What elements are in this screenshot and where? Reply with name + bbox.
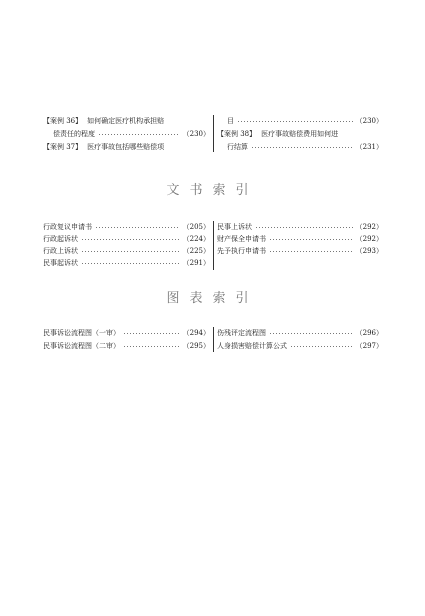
index-label: 行政复议申请书 xyxy=(43,222,92,231)
chart-index-item[interactable] xyxy=(43,328,210,338)
case-title: 医疗事故包括哪些赔偿项 xyxy=(87,142,165,151)
chart-index-item[interactable] xyxy=(43,341,210,351)
dot-leader xyxy=(123,346,180,347)
dot-leader xyxy=(269,251,353,252)
case-title: 偿责任的程度 xyxy=(53,129,95,138)
case-37-line2[interactable] xyxy=(217,116,383,126)
dot-leader xyxy=(81,239,180,240)
page-number: （295） xyxy=(182,341,210,350)
page-number: （205） xyxy=(182,222,210,231)
page-number: （225） xyxy=(182,246,210,255)
dot-leader xyxy=(237,121,353,122)
case-title: 行结算 xyxy=(227,142,248,151)
doc-index-item[interactable] xyxy=(43,258,210,268)
index-label: 民事诉讼流程图（二审） xyxy=(43,341,120,350)
index-label: 财产保全申请书 xyxy=(217,234,266,243)
case-tag: 【案例 36】 xyxy=(43,116,83,125)
case-37-line1[interactable] xyxy=(43,142,210,152)
dot-leader xyxy=(81,251,180,252)
page-number: （230） xyxy=(355,116,383,125)
doc-index-item[interactable] xyxy=(43,222,210,232)
page-number: （294） xyxy=(182,328,210,337)
case-title: 目 xyxy=(227,116,234,125)
index-label: 先予执行申请书 xyxy=(217,246,266,255)
case-38-line1[interactable] xyxy=(217,129,383,139)
doc-index-item[interactable] xyxy=(43,246,210,256)
chart-index-left-column xyxy=(43,328,210,352)
column-divider xyxy=(213,327,214,352)
chart-index-title: 图表索引 xyxy=(166,291,259,306)
dot-leader xyxy=(255,227,353,228)
doc-index-item[interactable] xyxy=(217,234,383,244)
chart-index-right-column xyxy=(217,328,383,352)
chart-index-item[interactable] xyxy=(217,328,383,338)
index-label: 民事诉讼流程图（一审） xyxy=(43,328,120,337)
page-number: （231） xyxy=(355,142,383,151)
case-tag: 【案例 38】 xyxy=(217,129,257,138)
case-title: 医疗事故赔偿费用如何进 xyxy=(261,129,339,138)
page-number: （292） xyxy=(355,234,383,243)
dot-leader xyxy=(290,346,353,347)
doc-index-item[interactable] xyxy=(217,246,383,256)
doc-index-item[interactable] xyxy=(43,234,210,244)
case-tag: 【案例 37】 xyxy=(43,142,83,151)
dot-leader xyxy=(123,333,180,334)
column-divider xyxy=(213,221,214,270)
index-label: 民事起诉状 xyxy=(43,258,78,267)
column-divider xyxy=(213,115,214,152)
dot-leader xyxy=(269,239,353,240)
dot-leader xyxy=(251,147,353,148)
index-label: 行政上诉状 xyxy=(43,246,78,255)
case-38-line2[interactable] xyxy=(217,142,383,152)
case-36-line2[interactable] xyxy=(43,129,210,139)
document-index-title: 文书索引 xyxy=(166,183,259,198)
page-number: （296） xyxy=(355,328,383,337)
doc-index-left-column xyxy=(43,222,210,270)
page-number: （297） xyxy=(355,341,383,350)
doc-index-right-column xyxy=(217,222,383,258)
doc-index-item[interactable] xyxy=(217,222,383,232)
dot-leader xyxy=(81,263,180,264)
cases-right-column xyxy=(217,116,383,152)
cases-left-column xyxy=(43,116,210,152)
chart-index-item[interactable] xyxy=(217,341,383,351)
page-number: （224） xyxy=(182,234,210,243)
dot-leader xyxy=(95,227,180,228)
case-title: 如何确定医疗机构承担赔 xyxy=(87,116,165,125)
dot-leader xyxy=(269,333,353,334)
index-label: 伤残评定流程图 xyxy=(217,328,266,337)
dot-leader xyxy=(98,134,180,135)
page-number: （293） xyxy=(355,246,383,255)
index-label: 行政起诉状 xyxy=(43,234,78,243)
case-36-line1[interactable] xyxy=(43,116,210,126)
page-number: （230） xyxy=(182,129,210,138)
index-label: 人身损害赔偿计算公式 xyxy=(217,341,287,350)
page-number: （292） xyxy=(355,222,383,231)
index-label: 民事上诉状 xyxy=(217,222,252,231)
page-number: （291） xyxy=(182,258,210,267)
